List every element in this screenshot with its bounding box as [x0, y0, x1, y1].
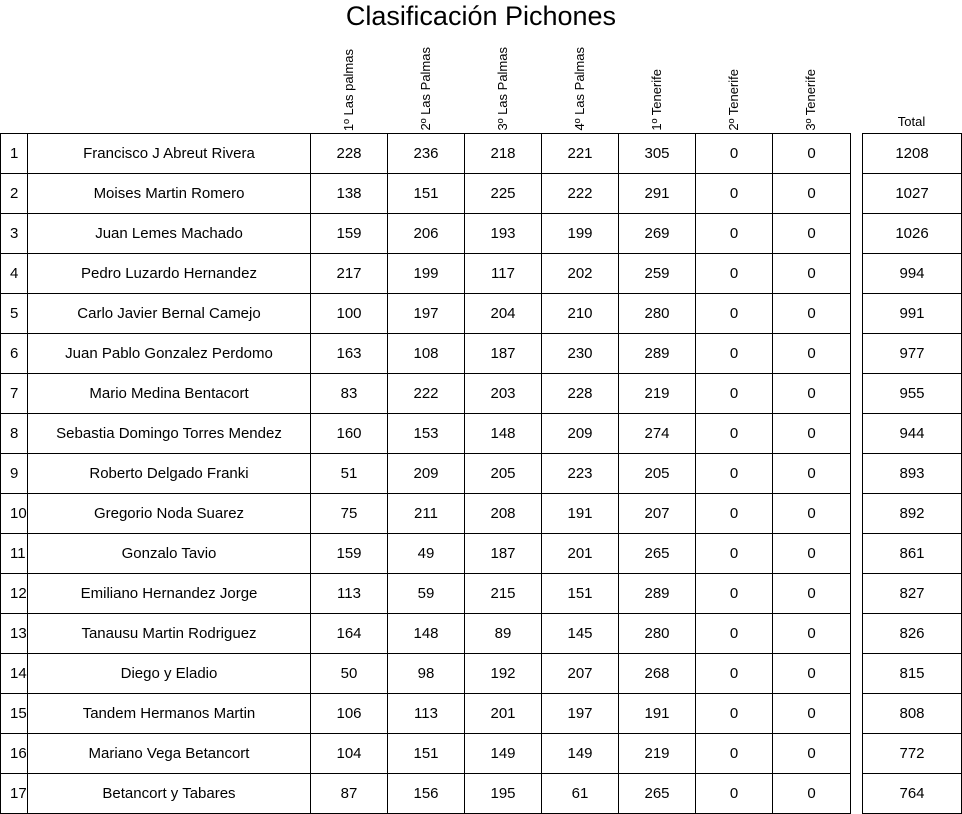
rank-cell: 2 [1, 174, 28, 214]
score-cell: 274 [619, 414, 696, 454]
score-cell: 201 [542, 534, 619, 574]
score-cell: 0 [773, 374, 851, 414]
total-row [863, 694, 962, 734]
participant-name-cell: Roberto Delgado Franki [28, 454, 311, 494]
score-cell: 151 [388, 174, 465, 214]
column-header-6 [695, 33, 772, 131]
score-cell: 203 [465, 374, 542, 414]
participant-name-cell: Tandem Hermanos Martin [28, 694, 311, 734]
total-cell: 994 [863, 254, 962, 294]
score-cell: 259 [619, 254, 696, 294]
participant-name-cell: Pedro Luzardo Hernandez [28, 254, 311, 294]
column-header-4 [541, 33, 618, 131]
total-cell: 955 [863, 374, 962, 414]
score-cell: 49 [388, 534, 465, 574]
score-cell: 280 [619, 294, 696, 334]
score-cell: 207 [542, 654, 619, 694]
score-cell: 0 [773, 734, 851, 774]
score-cell: 205 [619, 454, 696, 494]
score-cell: 163 [311, 334, 388, 374]
score-cell: 0 [696, 774, 773, 814]
score-cell: 0 [696, 214, 773, 254]
total-cell: 944 [863, 414, 962, 454]
score-cell: 291 [619, 174, 696, 214]
score-cell: 199 [542, 214, 619, 254]
score-cell: 207 [619, 494, 696, 534]
score-cell: 209 [542, 414, 619, 454]
score-cell: 0 [773, 494, 851, 534]
score-cell: 219 [619, 734, 696, 774]
score-cell: 205 [465, 454, 542, 494]
rank-cell: 3 [1, 214, 28, 254]
score-cell: 265 [619, 534, 696, 574]
rank-cell: 5 [1, 294, 28, 334]
total-row [863, 254, 962, 294]
score-cell: 280 [619, 614, 696, 654]
column-header-5 [618, 33, 695, 131]
rank-cell: 4 [1, 254, 28, 294]
table-row [1, 294, 851, 334]
score-cell: 75 [311, 494, 388, 534]
score-cell: 209 [388, 454, 465, 494]
total-cell: 1027 [863, 174, 962, 214]
participant-name-cell: Tanausu Martin Rodriguez [28, 614, 311, 654]
participant-name-cell: Gregorio Noda Suarez [28, 494, 311, 534]
total-row [863, 534, 962, 574]
score-cell: 225 [465, 174, 542, 214]
column-header-label: 2º Las Palmas [417, 47, 433, 131]
participant-name-cell: Sebastia Domingo Torres Mendez [28, 414, 311, 454]
score-cell: 0 [773, 134, 851, 174]
totals-table [862, 133, 962, 814]
rank-cell: 16 [1, 734, 28, 774]
score-cell: 89 [465, 614, 542, 654]
score-cell: 269 [619, 214, 696, 254]
total-cell: 861 [863, 534, 962, 574]
score-cell: 117 [465, 254, 542, 294]
score-cell: 156 [388, 774, 465, 814]
score-cell: 148 [465, 414, 542, 454]
score-cell: 228 [311, 134, 388, 174]
score-cell: 289 [619, 334, 696, 374]
score-cell: 199 [388, 254, 465, 294]
rank-cell: 8 [1, 414, 28, 454]
score-cell: 187 [465, 534, 542, 574]
rank-cell: 1 [1, 134, 28, 174]
total-cell: 772 [863, 734, 962, 774]
participant-name-cell: Diego y Eladio [28, 654, 311, 694]
score-cell: 0 [773, 614, 851, 654]
score-cell: 148 [388, 614, 465, 654]
rank-cell: 9 [1, 454, 28, 494]
total-row [863, 494, 962, 534]
total-column-header: Total [897, 114, 926, 129]
participant-name-cell: Carlo Javier Bernal Camejo [28, 294, 311, 334]
total-cell: 808 [863, 694, 962, 734]
total-cell: 1208 [863, 134, 962, 174]
score-cell: 0 [696, 174, 773, 214]
score-cell: 149 [465, 734, 542, 774]
total-cell: 827 [863, 574, 962, 614]
score-cell: 0 [773, 254, 851, 294]
total-cell: 977 [863, 334, 962, 374]
table-row [1, 694, 851, 734]
score-cell: 138 [311, 174, 388, 214]
total-row [863, 134, 962, 174]
score-cell: 0 [696, 454, 773, 494]
rank-cell: 12 [1, 574, 28, 614]
column-header-label: 3º Las Palmas [494, 47, 510, 131]
score-cell: 0 [773, 174, 851, 214]
score-cell: 223 [542, 454, 619, 494]
rank-cell: 14 [1, 654, 28, 694]
column-header-label: 2º Tenerife [725, 69, 741, 131]
score-cell: 191 [619, 694, 696, 734]
total-cell: 991 [863, 294, 962, 334]
score-cell: 222 [388, 374, 465, 414]
score-cell: 202 [542, 254, 619, 294]
score-cell: 210 [542, 294, 619, 334]
participant-name-cell: Gonzalo Tavio [28, 534, 311, 574]
score-cell: 201 [465, 694, 542, 734]
score-cell: 0 [696, 574, 773, 614]
column-header-3 [464, 33, 541, 131]
rank-cell: 11 [1, 534, 28, 574]
score-cell: 211 [388, 494, 465, 534]
score-cell: 215 [465, 574, 542, 614]
score-cell: 228 [542, 374, 619, 414]
score-cell: 0 [773, 454, 851, 494]
score-cell: 0 [696, 494, 773, 534]
table-row [1, 734, 851, 774]
score-cell: 204 [465, 294, 542, 334]
score-cell: 0 [696, 414, 773, 454]
score-cell: 61 [542, 774, 619, 814]
table-row [1, 414, 851, 454]
total-row [863, 374, 962, 414]
score-cell: 217 [311, 254, 388, 294]
rank-cell: 6 [1, 334, 28, 374]
total-row [863, 414, 962, 454]
participant-name-cell: Betancort y Tabares [28, 774, 311, 814]
column-header-2 [387, 33, 464, 131]
score-cell: 100 [311, 294, 388, 334]
table-row [1, 254, 851, 294]
score-cell: 0 [696, 534, 773, 574]
score-cell: 59 [388, 574, 465, 614]
score-cell: 151 [388, 734, 465, 774]
score-cell: 208 [465, 494, 542, 534]
total-row [863, 334, 962, 374]
score-cell: 0 [773, 414, 851, 454]
total-cell: 764 [863, 774, 962, 814]
total-cell: 826 [863, 614, 962, 654]
score-cell: 265 [619, 774, 696, 814]
rank-cell: 10 [1, 494, 28, 534]
participant-name-cell: Francisco J Abreut Rivera [28, 134, 311, 174]
score-cell: 192 [465, 654, 542, 694]
score-cell: 0 [773, 534, 851, 574]
total-row [863, 214, 962, 254]
score-cell: 0 [696, 694, 773, 734]
column-header-label: 1º Tenerife [648, 69, 664, 131]
score-cell: 187 [465, 334, 542, 374]
score-cell: 0 [773, 654, 851, 694]
score-cell: 51 [311, 454, 388, 494]
score-cell: 83 [311, 374, 388, 414]
total-row [863, 614, 962, 654]
total-cell: 892 [863, 494, 962, 534]
score-cell: 113 [388, 694, 465, 734]
total-row [863, 734, 962, 774]
score-cell: 0 [773, 214, 851, 254]
score-cell: 0 [696, 734, 773, 774]
rank-cell: 13 [1, 614, 28, 654]
score-cell: 108 [388, 334, 465, 374]
table-row [1, 654, 851, 694]
score-cell: 87 [311, 774, 388, 814]
score-cell: 197 [542, 694, 619, 734]
page-title: Clasificación Pichones [345, 1, 617, 31]
column-header-1 [310, 33, 387, 131]
score-cell: 197 [388, 294, 465, 334]
column-header-label: 3º Tenerife [803, 69, 818, 131]
rank-cell: 7 [1, 374, 28, 414]
column-header-7 [772, 33, 850, 131]
table-row [1, 774, 851, 814]
score-cell: 98 [388, 654, 465, 694]
total-cell: 893 [863, 454, 962, 494]
total-cell: 1026 [863, 214, 962, 254]
standings-table [0, 133, 851, 814]
score-cell: 0 [773, 334, 851, 374]
score-cell: 0 [696, 614, 773, 654]
total-row [863, 174, 962, 214]
participant-name-cell: Emiliano Hernandez Jorge [28, 574, 311, 614]
table-row [1, 574, 851, 614]
score-cell: 236 [388, 134, 465, 174]
score-cell: 151 [542, 574, 619, 614]
score-cell: 305 [619, 134, 696, 174]
total-row [863, 654, 962, 694]
score-cell: 160 [311, 414, 388, 454]
total-row [863, 454, 962, 494]
score-cell: 218 [465, 134, 542, 174]
score-cell: 0 [773, 574, 851, 614]
score-cell: 230 [542, 334, 619, 374]
score-cell: 0 [773, 774, 851, 814]
total-row [863, 574, 962, 614]
table-row [1, 454, 851, 494]
score-cell: 0 [696, 294, 773, 334]
score-cell: 222 [542, 174, 619, 214]
score-cell: 113 [311, 574, 388, 614]
participant-name-cell: Mario Medina Bentacort [28, 374, 311, 414]
score-cell: 145 [542, 614, 619, 654]
total-row [863, 294, 962, 334]
score-cell: 221 [542, 134, 619, 174]
table-row [1, 134, 851, 174]
table-row [1, 214, 851, 254]
score-cell: 0 [696, 334, 773, 374]
score-cell: 0 [773, 694, 851, 734]
score-cell: 0 [773, 294, 851, 334]
total-row [863, 774, 962, 814]
score-cell: 149 [542, 734, 619, 774]
score-cell: 191 [542, 494, 619, 534]
score-cell: 164 [311, 614, 388, 654]
table-row [1, 334, 851, 374]
score-cell: 0 [696, 254, 773, 294]
total-cell: 815 [863, 654, 962, 694]
score-cell: 159 [311, 214, 388, 254]
participant-name-cell: Juan Lemes Machado [28, 214, 311, 254]
table-row [1, 374, 851, 414]
score-cell: 0 [696, 374, 773, 414]
score-cell: 219 [619, 374, 696, 414]
rank-cell: 17 [1, 774, 28, 814]
participant-name-cell: Juan Pablo Gonzalez Perdomo [28, 334, 311, 374]
score-cell: 104 [311, 734, 388, 774]
score-cell: 153 [388, 414, 465, 454]
score-cell: 206 [388, 214, 465, 254]
score-cell: 268 [619, 654, 696, 694]
score-cell: 159 [311, 534, 388, 574]
score-cell: 0 [696, 134, 773, 174]
participant-name-cell: Mariano Vega Betancort [28, 734, 311, 774]
participant-name-cell: Moises Martin Romero [28, 174, 311, 214]
rank-cell: 15 [1, 694, 28, 734]
score-cell: 193 [465, 214, 542, 254]
score-cell: 289 [619, 574, 696, 614]
table-row [1, 534, 851, 574]
score-cell: 0 [696, 654, 773, 694]
column-header-label: 1º Las palmas [340, 48, 356, 131]
table-row [1, 174, 851, 214]
column-header-label: 4º Las Palmas [571, 47, 587, 131]
table-row [1, 494, 851, 534]
table-row [1, 614, 851, 654]
score-cell: 106 [311, 694, 388, 734]
score-cell: 50 [311, 654, 388, 694]
score-cell: 195 [465, 774, 542, 814]
